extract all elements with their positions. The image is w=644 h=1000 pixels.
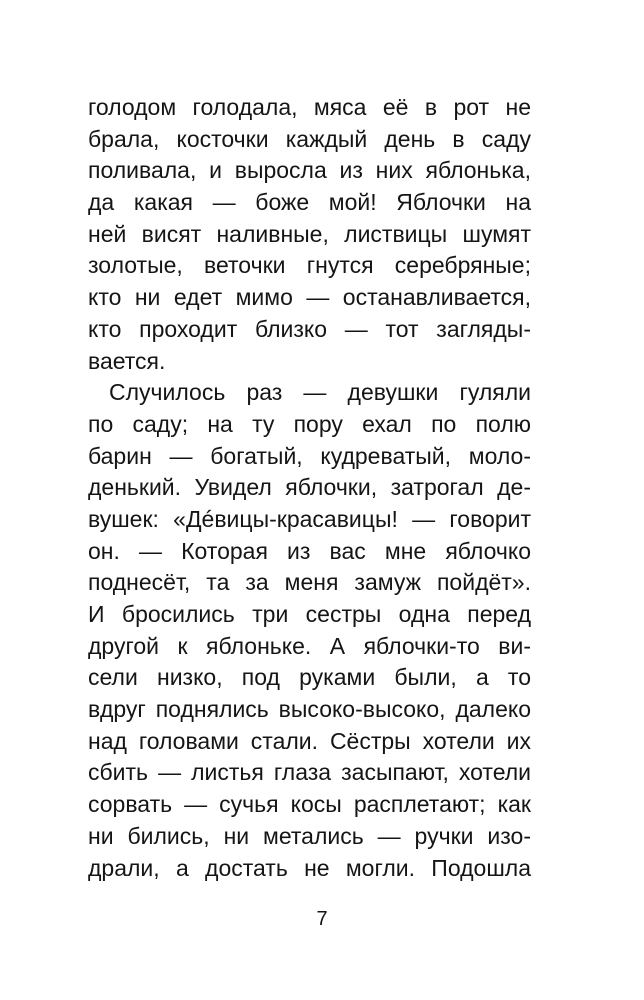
text-line: кто ни едет мимо — останавливается, xyxy=(88,284,531,311)
text-line: ней висят наливные, листвицы шумят xyxy=(88,220,531,247)
text-line: вается. xyxy=(88,347,166,374)
text-line: сели низко, под руками были, а то xyxy=(88,664,531,691)
text-line: вушек: «Дéвицы-красавицы! — говорит xyxy=(88,505,531,532)
text-line: золотые, веточки гнутся серебряные; xyxy=(88,252,531,279)
text-line: да какая — боже мой! Яблочки на xyxy=(88,189,531,216)
text-line: поливала, и выросла из них яблонька, xyxy=(88,157,531,184)
text-line: барин — богатый, кудреватый, моло- xyxy=(88,442,531,469)
text-line: драли, а достать не могли. Подошла xyxy=(88,854,531,881)
text-line: кто проходит близко — тот загляды- xyxy=(88,315,531,342)
page-number: 7 xyxy=(316,908,328,930)
text-line: вдруг поднялись высоко-высоко, далеко xyxy=(88,696,531,723)
text-line: ни бились, ни метались — ручки изо- xyxy=(88,822,531,849)
text-line: И бросились три сестры одна перед xyxy=(88,601,531,627)
text-line: он. — Которая из вас мне яблочко xyxy=(88,537,531,564)
text-line: сорвать — сучья косы расплетают; как xyxy=(88,791,531,818)
text-line: по саду; на ту пору ехал по полю xyxy=(88,410,531,437)
text-line: поднесёт, та за меня замуж пойдёт». xyxy=(88,569,531,596)
text-line: над головами стали. Сёстры хотели их xyxy=(88,727,531,754)
text-line: Случилось раз — девушки гуляли xyxy=(109,379,531,406)
text-line: голодом голодала, мяса её в рот не xyxy=(88,94,531,120)
text-line: сбить — листья глаза засыпают, хотели xyxy=(88,759,531,786)
text-line: другой к яблоньке. А яблочки-то ви- xyxy=(88,632,531,659)
text-line: брала, косточки каждый день в саду xyxy=(88,125,531,152)
page-body-text xyxy=(88,92,531,884)
text-line: денький. Увидел яблочки, затрогал де- xyxy=(88,474,531,501)
